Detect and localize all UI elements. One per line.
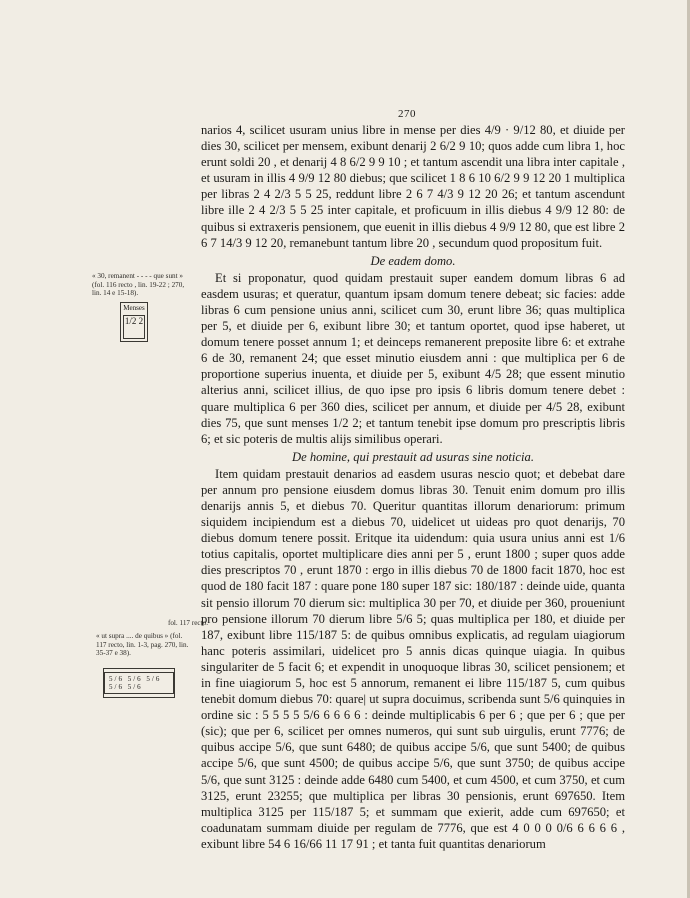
page-number: 270 — [398, 108, 416, 120]
paragraph-3: Item quidam prestauit denarios ad easdem usuras nescio quot; et debebat dare per annum pro pensione eiusdem domus libras 30. Tenuit enim domum pro illis denarijs annis 5, et diebus 70. Queritur quantitas illorum denariorum: primum siquidem incipiendum est a diebus 70, uidelicet ut uideas pro quot denarijs, 70 diebus domum tenere possit. Eritque ita uidendum: quia usura unius anni est 1/6 totius capitalis, oportet multiplicare dies anni per 5 , erunt 1800 ; super quos adde dies prescriptos 70 , erunt 1870 : ergo in illis diebus 70 de 1800 facit 1870, hoc est quod de 180 facit 187 : quare pone 180 super 187 sic: 180/187 : deinde uide, quanta sit pensio illorum 70 dierum sic: multiplica 30 per 70, et diuide per 360, proueniunt pro pensione illorum 70 dierum libre 5/6 5; quas multiplica per 180, et diuide per 187, exibunt libre 115/187 5: de quibus omnibus explicatis, ad regulam uiagiorum hanc poteris assimilari, uidelicet pro 5 annis dicas quinque uiagia. In quibus singulariter de 5 facit 6; et expendit in unoquoque libras 30, scilicet pensionem; et in fine uiagiorum 5, hoc est 5 annorum, remanent ei libre 115/187 5, cum quibus tenebit domum diebus 70: quare| ut supra docuimus, scribenda sunt 5/6 quinquies in ordine sic : 5 5 5 5 5/6 6 6 6 6 : deinde multiplicabis 6 per 6 ; que per 6 ; que per (sic); que per 6, scilicet per omnes numeros, qui sunt sub uirgulis, erunt 7776; de quibus accipe 5/6, que sunt 6480; de quibus accipe 5/6, que sunt 5400; de quibus accipe 5/6, que sunt 4500; de quibus accipe 5/6, que sunt 3750; de quibus accipe 5/6, que sunt 3125 : deinde adde 6480 cum 5400, et cum 4500, et cum 3750, et cum 3125, erunt 23255; que multiplica per libras 30 pensionis, erunt 697650. Item multiplica 3125 per 115/187 5; et summam que exierit, adde cum 697650; et coadunatam summam diuide per regulam de 7776, que est 4 0 0 0 0/6 6 6 6 6 , exibunt libre 54 6 16/66 11 17 91 ; et tanta fuit quantitas denariorum — [201, 466, 625, 851]
fractions-box — [103, 668, 175, 698]
section-heading-domo: De eadem domo. — [370, 253, 456, 268]
main-text — [201, 122, 625, 852]
menses-box-label: Menses — [123, 304, 145, 312]
margin-note-reference-2: « ut supra .... de quibus » (fol. 117 recto, lin. 1-3, pag. 270, lin. 35-37 e 38). — [96, 632, 189, 658]
section-heading-homine: De homine, qui prestauit ad usuras sine noticia. — [292, 449, 534, 464]
margin-note-reference: « 30, remanent - - - - que sunt » (fol. 116 recto , lin. 19-22 ; 270, lin. 14 e 15-18). — [92, 272, 185, 298]
paragraph-2: Et si proponatur, quod quidam prestauit super eandem domum libras 6 ad easdem usuras; et queratur, quantum ipsam domum tenere debeat; sic facies: adde libras 6 cum pensione unius anni, scilicet cum 30, erunt libre 36; quas multiplica per 5, et diuide per 6, exibunt libre 30; et tantum oportet, quod ipse haberet, ut domum tenere posset annum 1; et deinceps remanerent preposite libre 6: et extrahe 6 de 30, remanent 24; que esset minutio eiusdem anni : que multiplica per 6 de proportione superius inuenta, et diuide per 5, exibunt 4/5 28; que essent minutio alterius anni, scilicet illius, de quo ipse pro ipsis 6 libris domum tenere debet : quare multiplica 6 per 360 dies, scilicet per annum, et diuide per 4/5 28, exibunt dies 75, que sunt menses 1/2 2; et tantum tenebit ipse domum pro prescriptis libris 6; et sic poteris de multis alijs similibus operari. — [201, 270, 625, 446]
paragraph-1: narios 4, scilicet usuram unius libre in mense per dies 4/9 · 9/12 80, et diuide per dies 30, scilicet per mensem, exibunt denarij 2 6/2 9 10; quos adde cum libra 1, hoc erunt soldi 20 , et denarij 4 8 6/2 9 9 10 ; et tantum ascendit una libra inter capitale , et usuram in illis 4 9/9 12 80 diebus; que scilicet 1 8 6 10 6/2 9 9 12 20 1 multiplica per libras 2 4 2/3 5 5 25, reddunt libre 2 6 7 4/3 9 12 20 26; et tantum ascendunt libre ille 2 4 2/3 5 5 25 inter capitale, et proficuum in illis diebus 4 9/9 12 80: de quibus si extraxeris pensionem, que euenit in illis diebus 4 9/9 12 80, que est libre 2 6 7 14/3 9 12 20, remanebunt tantum libre 20 , secundum quod propositum fuit. — [201, 123, 625, 250]
menses-box-value: 1/2 2 — [123, 315, 145, 339]
menses-box — [120, 302, 148, 342]
margin-note-folio: fol. 117 recto. — [167, 619, 208, 627]
fractions-box-value: 5/6 5/6 5/6 5/6 5/6 — [104, 672, 174, 694]
